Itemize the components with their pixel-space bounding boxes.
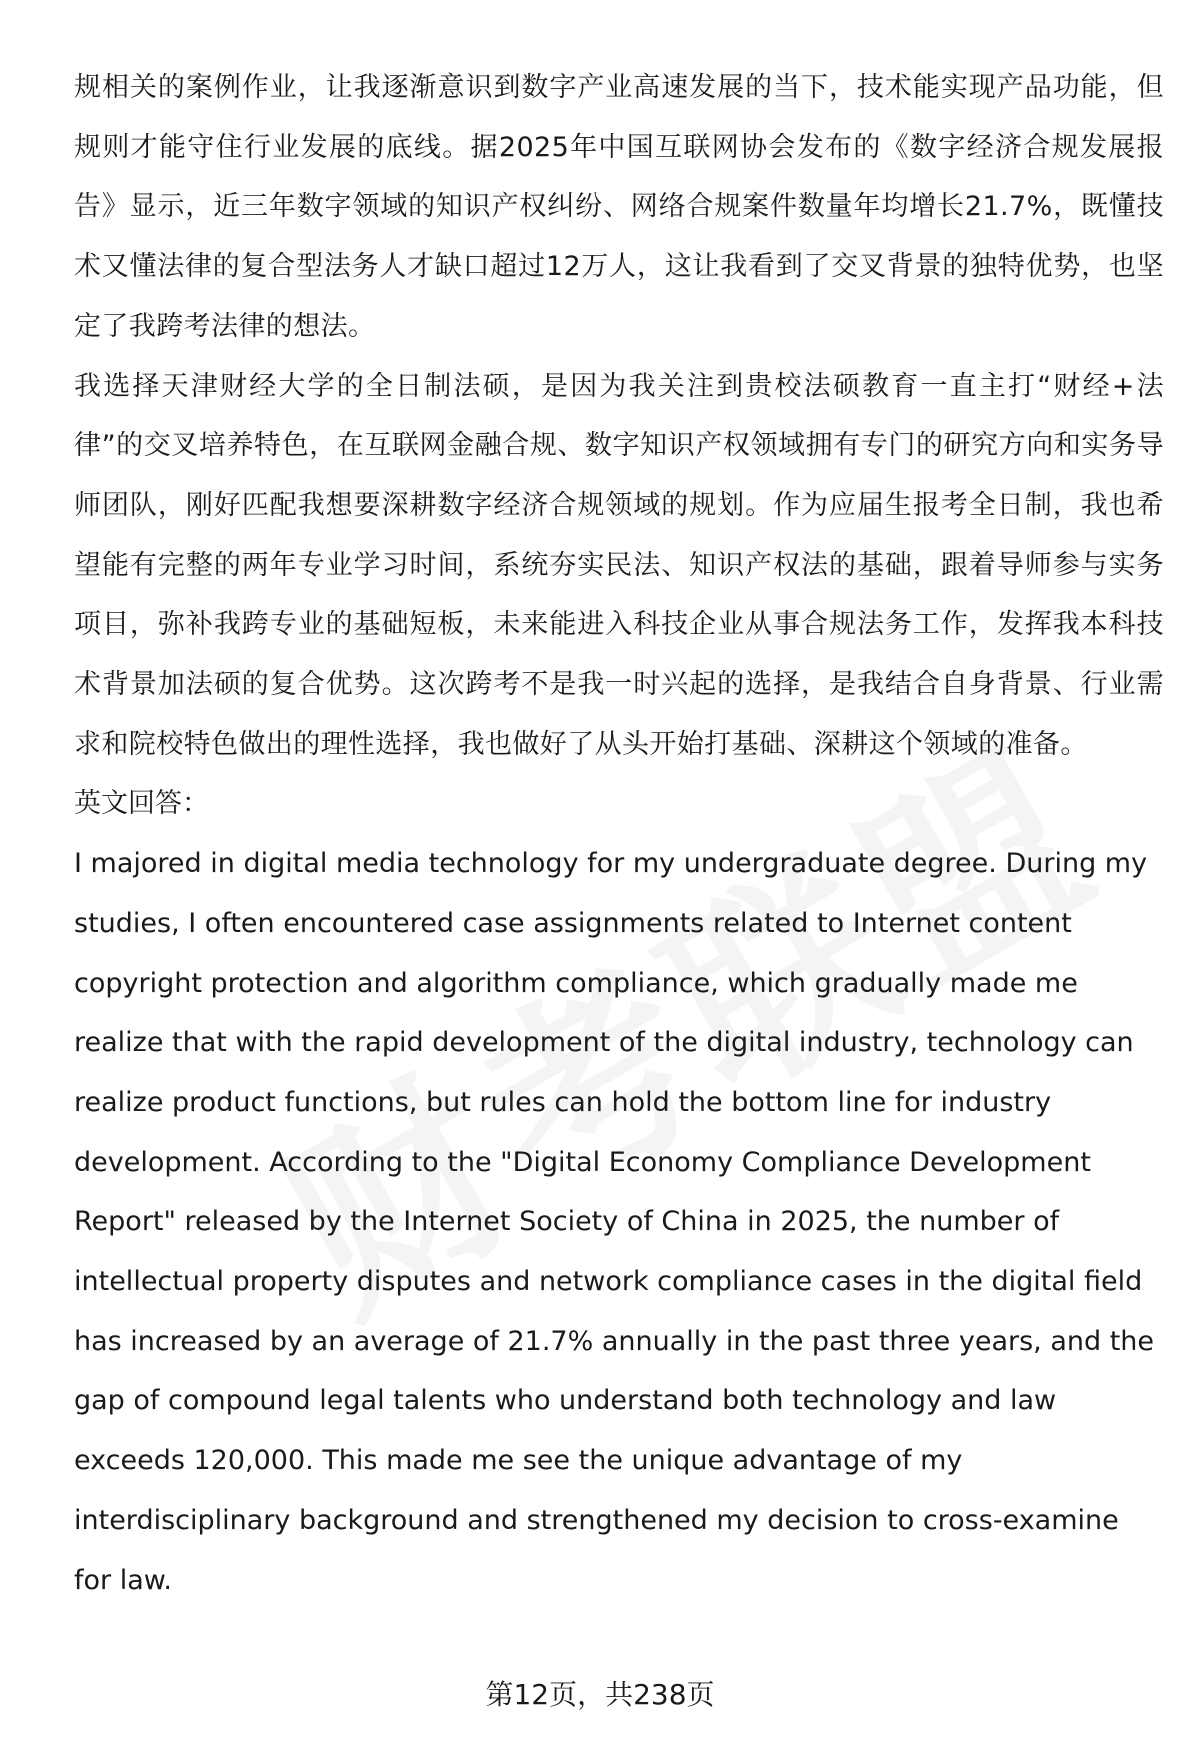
paragraph-cn-2: 我选择天津财经大学的全日制法硕，是因为我关注到贵校法硕教育一直主打“财经+法律”的交叉培养特色，在互联网金融合规、数字知识产权领域拥有专门的研究方向和实务导师团队，刚好匹配我想要深耕数字经济合规领域的规划。作为应届生报考全日制，我也希望能有完整的两年专业学习时间，系统夯实民法、知识产权法的基础，跟着导师参与实务项目，弥补我跨专业的基础短板，未来能进入科技企业从事合规法务工作，发挥我本科技术背景加法硕的复合优势。这次跨考不是我一时兴起的选择，是我结合自身背景、行业需求和院校特色做出的理性选择，我也做好了从头开始打基础、深耕这个领域的准备。	[74, 370, 1164, 760]
document-body	[74, 58, 1164, 1610]
paragraph-cn-1: 规相关的案例作业，让我逐渐意识到数字产业高速发展的当下，技术能实现产品功能，但规则才能守住行业发展的底线。据2025年中国互联网协会发布的《数字经济合规发展报告》显示，近三年数字领域的知识产权纠纷、网络合规案件数量年均增长21.7%，既懂技术又懂法律的复合型法务人才缺口超过12万人，这让我看到了交叉背景的独特优势，也坚定了我跨考法律的想法。	[74, 72, 1164, 342]
page-number-footer: 第12页，共238页	[485, 1678, 715, 1711]
paragraph-en: I majored in digital media technology for my undergraduate degree. During my studies, I often encountered case assignments related to Internet content copyright protection and algorithm compliance, which gradually made me realize that with the rapid development of the digital industry, technology can realize product functions, but rules can hold the bottom line for industry development. According to the "Digital Economy Compliance Development Report" released by the Internet Society of China in 2025, the number of intellectual property disputes and network compliance cases in the digital field has increased by an average of 21.7% annually in the past three years, and the gap of compound legal talents who understand both technology and law exceeds 120,000. This made me see the unique advantage of my interdisciplinary background and strengthened my decision to cross-examine for law.	[74, 848, 1155, 1596]
english-answer-label: 英文回答：	[74, 788, 209, 820]
